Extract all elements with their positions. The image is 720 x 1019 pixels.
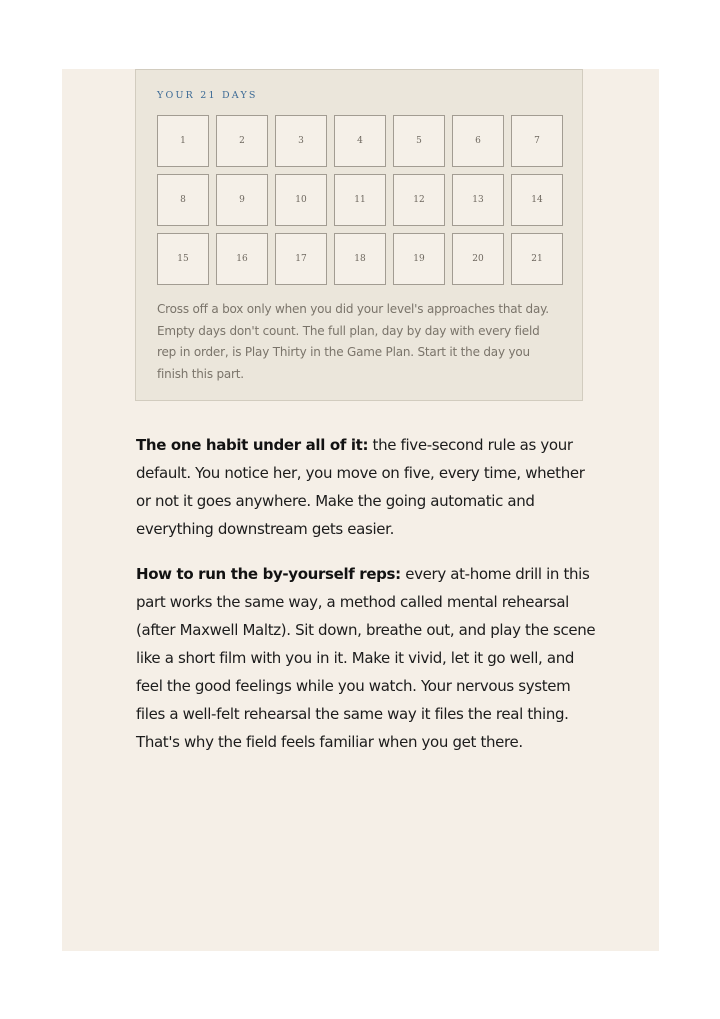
day-box[interactable]: 21 — [511, 233, 563, 285]
day-checkbox-grid — [157, 115, 563, 285]
day-box[interactable]: 2 — [216, 115, 268, 167]
day-box[interactable]: 6 — [452, 115, 504, 167]
reps-lead: How to run the by-yourself reps: — [136, 565, 401, 583]
day-box[interactable]: 15 — [157, 233, 209, 285]
day-box[interactable]: 13 — [452, 174, 504, 226]
day-box[interactable]: 14 — [511, 174, 563, 226]
day-box[interactable]: 12 — [393, 174, 445, 226]
day-box[interactable]: 1 — [157, 115, 209, 167]
tracker-instructions: Cross off a box only when you did your level's approaches that day. Empty days don't count. The full plan, day by day with every field rep in order, is Play Thirty in the Game Plan. Start it the day you finish this part. — [157, 302, 549, 381]
tracker-title: YOUR 21 DAYS — [157, 90, 258, 101]
day-box[interactable]: 8 — [157, 174, 209, 226]
day-box[interactable]: 4 — [334, 115, 386, 167]
habit-text: the five-second rule as your default. You notice her, you move on five, every time, whether or not it goes anywhere. Make the going automatic and everything downstream gets easier. — [136, 436, 585, 538]
day-box[interactable]: 18 — [334, 233, 386, 285]
day-box[interactable]: 3 — [275, 115, 327, 167]
day-box[interactable]: 16 — [216, 233, 268, 285]
twenty-one-days-tracker — [135, 69, 583, 401]
day-box[interactable]: 10 — [275, 174, 327, 226]
day-box[interactable]: 17 — [275, 233, 327, 285]
document-page — [62, 69, 659, 951]
reps-text: every at-home drill in this part works the same way, a method called mental rehearsal (after Maxwell Maltz). Sit down, breathe out, and play the scene like a short film with you in it. Make it vivid, let it go well, and feel the good feelings while you watch. Your nervous system files a well-felt rehearsal the same way it files the real thing. That's why the field feels familiar when you get there. — [136, 565, 596, 751]
day-box[interactable]: 9 — [216, 174, 268, 226]
habit-paragraph — [136, 431, 596, 543]
day-box[interactable]: 5 — [393, 115, 445, 167]
day-box[interactable]: 19 — [393, 233, 445, 285]
day-box[interactable]: 11 — [334, 174, 386, 226]
day-box[interactable]: 20 — [452, 233, 504, 285]
reps-paragraph — [136, 560, 596, 756]
habit-lead: The one habit under all of it: — [136, 436, 369, 454]
day-box[interactable]: 7 — [511, 115, 563, 167]
